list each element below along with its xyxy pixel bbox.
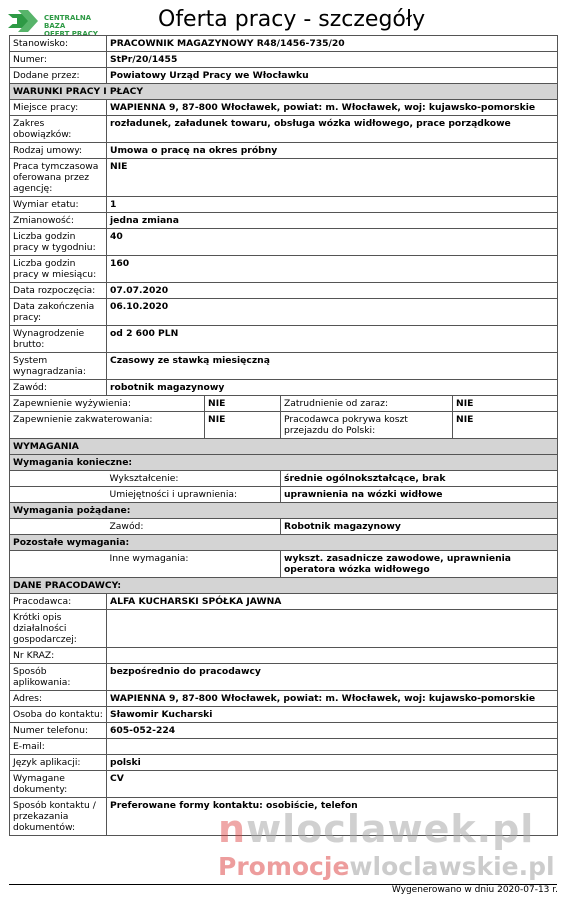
label: Praca tymczasowa oferowana przez agencję: — [10, 159, 107, 197]
label: Adres: — [10, 691, 107, 707]
value: Umowa o pracę na okres próbny — [107, 143, 558, 159]
row-condition — [10, 100, 558, 116]
row-condition — [10, 143, 558, 159]
value: 40 — [107, 229, 558, 256]
watermark-text: wloclawskie.pl — [349, 852, 555, 881]
value: NIE — [453, 396, 558, 412]
subsection-desired — [10, 503, 558, 519]
subsection-title: Wymagania konieczne: — [10, 455, 558, 471]
label: Stanowisko: — [10, 36, 107, 52]
value — [107, 648, 558, 664]
logo-line2: OFERT PRACY — [44, 30, 98, 38]
logo — [8, 10, 114, 38]
row-employer — [10, 648, 558, 664]
logo-arrows-icon — [8, 10, 40, 32]
value: WAPIENNA 9, 87-800 Włocławek, powiat: m. Włocławek, woj: kujawsko-pomorskie — [107, 691, 558, 707]
label: Numer: — [10, 52, 107, 68]
row-employer — [10, 610, 558, 648]
row-employer — [10, 664, 558, 691]
logo-line1: CENTRALNA BAZA — [44, 14, 92, 30]
label: System wynagradzania: — [10, 353, 107, 380]
row-condition — [10, 299, 558, 326]
row-employer — [10, 771, 558, 798]
label: Inne wymagania: — [107, 551, 281, 578]
label: Zapewnienie zakwaterowania: — [10, 412, 205, 439]
value: jedna zmiana — [107, 213, 558, 229]
label: Wykształcenie: — [107, 471, 281, 487]
row-employer — [10, 755, 558, 771]
watermark-nwloclawek — [218, 808, 534, 850]
row-requirement — [10, 551, 558, 578]
value: średnie ogólnokształcące, brak — [281, 471, 558, 487]
subsection-other — [10, 535, 558, 551]
row-condition — [10, 283, 558, 299]
row-dodane — [10, 68, 558, 84]
label: Zawód: — [107, 519, 281, 535]
label: Wymagane dokumenty: — [10, 771, 107, 798]
label: Zatrudnienie od zaraz: — [281, 396, 453, 412]
subsection-title: Pozostałe wymagania: — [10, 535, 558, 551]
label: Zapewnienie wyżywienia: — [10, 396, 205, 412]
subsection-required — [10, 455, 558, 471]
label: Pracodawca pokrywa koszt przejazdu do Polski: — [281, 412, 453, 439]
row-condition — [10, 213, 558, 229]
row-requirement — [10, 471, 558, 487]
value: robotnik magazynowy — [107, 380, 558, 396]
value: Czasowy ze stawką miesięczną — [107, 353, 558, 380]
value: PRACOWNIK MAGAZYNOWY R48/1456-735/20 — [107, 36, 558, 52]
value: od 2 600 PLN — [107, 326, 558, 353]
label: Pracodawca: — [10, 594, 107, 610]
value — [107, 610, 558, 648]
document-header — [0, 0, 574, 38]
row-employer — [10, 723, 558, 739]
value: WAPIENNA 9, 87-800 Włocławek, powiat: m. Włocławek, woj: kujawsko-pomorskie — [107, 100, 558, 116]
label: E-mail: — [10, 739, 107, 755]
row-employer — [10, 594, 558, 610]
value — [107, 739, 558, 755]
value: NIE — [205, 396, 281, 412]
section-employer — [10, 578, 558, 594]
value: NIE — [453, 412, 558, 439]
value: 06.10.2020 — [107, 299, 558, 326]
row-requirement — [10, 487, 558, 503]
value: 1 — [107, 197, 558, 213]
row-employer — [10, 739, 558, 755]
label: Numer telefonu: — [10, 723, 107, 739]
offer-table — [9, 35, 558, 836]
row-benefits-2 — [10, 412, 558, 439]
row-numer — [10, 52, 558, 68]
row-requirement — [10, 519, 558, 535]
label: Dodane przez: — [10, 68, 107, 84]
section-title: WYMAGANIA — [10, 439, 558, 455]
row-stanowisko — [10, 36, 558, 52]
watermark-accent: n — [218, 807, 247, 851]
row-condition — [10, 353, 558, 380]
generated-date: Wygenerowano w dniu 2020-07-13 r. — [391, 885, 558, 895]
value: Sławomir Kucharski — [107, 707, 558, 723]
label: Sposób aplikowania: — [10, 664, 107, 691]
section-title: DANE PRACODAWCY: — [10, 578, 558, 594]
row-condition — [10, 326, 558, 353]
label: Osoba do kontaktu: — [10, 707, 107, 723]
row-condition — [10, 197, 558, 213]
section-conditions — [10, 84, 558, 100]
row-condition — [10, 116, 558, 143]
label: Miejsce pracy: — [10, 100, 107, 116]
row-employer — [10, 691, 558, 707]
label: Wymiar etatu: — [10, 197, 107, 213]
value: NIE — [205, 412, 281, 439]
label: Język aplikacji: — [10, 755, 107, 771]
value: Preferowane formy kontaktu: osobiście, telefon — [107, 798, 558, 836]
label: Data zakończenia pracy: — [10, 299, 107, 326]
value: CV — [107, 771, 558, 798]
subsection-title: Wymagania pożądane: — [10, 503, 558, 519]
label: Data rozpoczęcia: — [10, 283, 107, 299]
label: Liczba godzin pracy w tygodniu: — [10, 229, 107, 256]
page-title: Oferta pracy - szczegóły — [158, 7, 426, 32]
row-condition — [10, 159, 558, 197]
watermark-accent: Promocje — [218, 852, 350, 881]
value: polski — [107, 755, 558, 771]
value: bezpośrednio do pracodawcy — [107, 664, 558, 691]
label: Nr KRAZ: — [10, 648, 107, 664]
label: Umiejętności i uprawnienia: — [107, 487, 281, 503]
row-condition — [10, 380, 558, 396]
value: Robotnik magazynowy — [281, 519, 558, 535]
section-requirements — [10, 439, 558, 455]
label: Zawód: — [10, 380, 107, 396]
label: Liczba godzin pracy w miesiącu: — [10, 256, 107, 283]
section-title: WARUNKI PRACY I PŁACY — [10, 84, 558, 100]
row-employer — [10, 707, 558, 723]
label: Sposób kontaktu / przekazania dokumentów: — [10, 798, 107, 836]
label: Zakres obowiązków: — [10, 116, 107, 143]
value: wykszt. zasadnicze zawodowe, uprawnienia operatora wózka widłowego — [281, 551, 558, 578]
watermark-text: wloclawek.pl — [246, 807, 535, 851]
label: Wynagrodzenie brutto: — [10, 326, 107, 353]
label: Rodzaj umowy: — [10, 143, 107, 159]
value: ALFA KUCHARSKI SPÓŁKA JAWNA — [107, 594, 558, 610]
value: rozładunek, załadunek towaru, obsługa wózka widłowego, prace porządkowe — [107, 116, 558, 143]
value: 605-052-224 — [107, 723, 558, 739]
value: StPr/20/1455 — [107, 52, 558, 68]
value: 07.07.2020 — [107, 283, 558, 299]
row-condition — [10, 229, 558, 256]
row-condition — [10, 256, 558, 283]
value: uprawnienia na wózki widłowe — [281, 487, 558, 503]
label: Krótki opis działalności gospodarczej: — [10, 610, 107, 648]
watermark-promocje — [218, 852, 555, 882]
value: NIE — [107, 159, 558, 197]
label: Zmianowość: — [10, 213, 107, 229]
row-benefits-1 — [10, 396, 558, 412]
value: Powiatowy Urząd Pracy we Włocławku — [107, 68, 558, 84]
value: 160 — [107, 256, 558, 283]
